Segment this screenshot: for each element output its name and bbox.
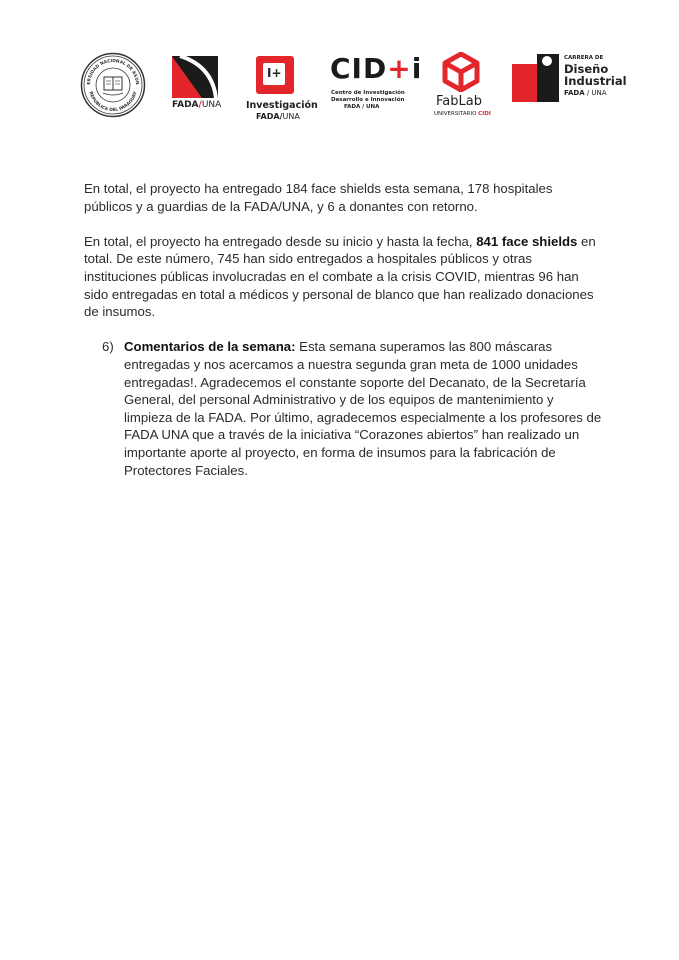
seal-ring-bottom: REPUBLICA DEL PARAGUAY (87, 91, 139, 114)
fablab-subtitle (434, 111, 491, 117)
document-body (84, 180, 604, 479)
fablab-sub-bold: CIDI (478, 111, 491, 117)
fada-name: FADA (172, 100, 199, 110)
diseno-line2: Diseño (564, 62, 609, 76)
investigacion-logo (240, 54, 318, 124)
para2-before: En total, el proyecto ha entregado desde su inicio y hasta la fecha, (84, 233, 477, 249)
diseno-industrial-logo (512, 54, 628, 108)
list-item-text: Esta semana superamos las 800 máscaras entregadas y nos acercamos a nuestra segunda gran meta de 1000 unidades entregadas!. Agradecemos el constante soporte del Decanato, de la Secretaría General, del personal Administrativo y de los equipos de mantenimiento y limpieza de la FADA. Por último, agradecemos especialmente a los profesores de FADA UNA que a través de la iniciativa “Corazones abiertos” han realizado un importante aporte al proyecto, en forma de insumos para la fabricación de Protectores Faciales. (124, 339, 602, 478)
cidi-logo (328, 52, 423, 116)
diseno-line4-rest: / UNA (584, 89, 607, 97)
paragraph-total-summary (84, 233, 604, 321)
list-item-number: 6) (102, 339, 114, 355)
header-logos (0, 0, 679, 140)
diseno-line1: CARRERA DE (564, 55, 604, 61)
fada-slash: / (198, 100, 202, 110)
investigacion-mark-text: I+ (267, 66, 282, 80)
cidi-mark-left: CID (330, 52, 388, 85)
para2-after: en total. De este número, 745 han sido entregados a hospitales públicos y otras instituciones públicas involucradas en el combate a la crisis COVID, mientras 96 han sido entregadas en total a médicos y personal de blanco que han realizado donaciones de insumos. (84, 233, 596, 320)
fablab-cube-icon (441, 52, 481, 92)
para2-highlight: 841 face shields (476, 233, 578, 249)
cidi-line2: Desarrollo e Innovación (331, 97, 405, 103)
fablab-sub-prefix: UNIVERSITARIO (434, 111, 479, 117)
seal-emblem-icon (80, 52, 146, 118)
cidi-line1: Centro de Investigación (331, 90, 405, 96)
fada-una: UNA (201, 100, 222, 110)
diseno-line4-bold: FADA (564, 89, 585, 97)
diseno-dot-icon (542, 56, 552, 66)
cidi-mark (330, 52, 422, 85)
diseno-line4 (564, 89, 607, 97)
cidi-mark-right: i (411, 52, 423, 85)
paragraph-weekly-summary: En total, el proyecto ha entregado 184 face shields esta semana, 178 hospitales públicos y a guardias de la FADA/UNA, y 6 a donantes con retorno. (84, 181, 553, 214)
diseno-line3: Industrial (564, 74, 627, 88)
fada-label (172, 100, 221, 110)
investigacion-sub-rest: UNA (282, 112, 300, 121)
investigacion-sub-bold: FADA/ (256, 112, 283, 121)
list-item-title: Comentarios de la semana: (124, 339, 296, 355)
investigacion-title: Investigación (246, 100, 318, 111)
cidi-line3: FADA / UNA (344, 104, 380, 110)
fada-mark-icon (172, 56, 218, 98)
cidi-mark-plus: + (387, 52, 412, 85)
investigacion-subtitle (256, 112, 300, 121)
seal-ring-top: ERSIDAD NACIONAL DE ASUN (86, 58, 140, 85)
investigacion-mark-icon (256, 56, 294, 94)
fablab-name: FabLab (436, 94, 482, 109)
fablab-logo (432, 52, 492, 124)
university-seal-logo (80, 52, 146, 118)
list-item-comments (84, 338, 604, 479)
fada-una-logo (172, 56, 220, 116)
